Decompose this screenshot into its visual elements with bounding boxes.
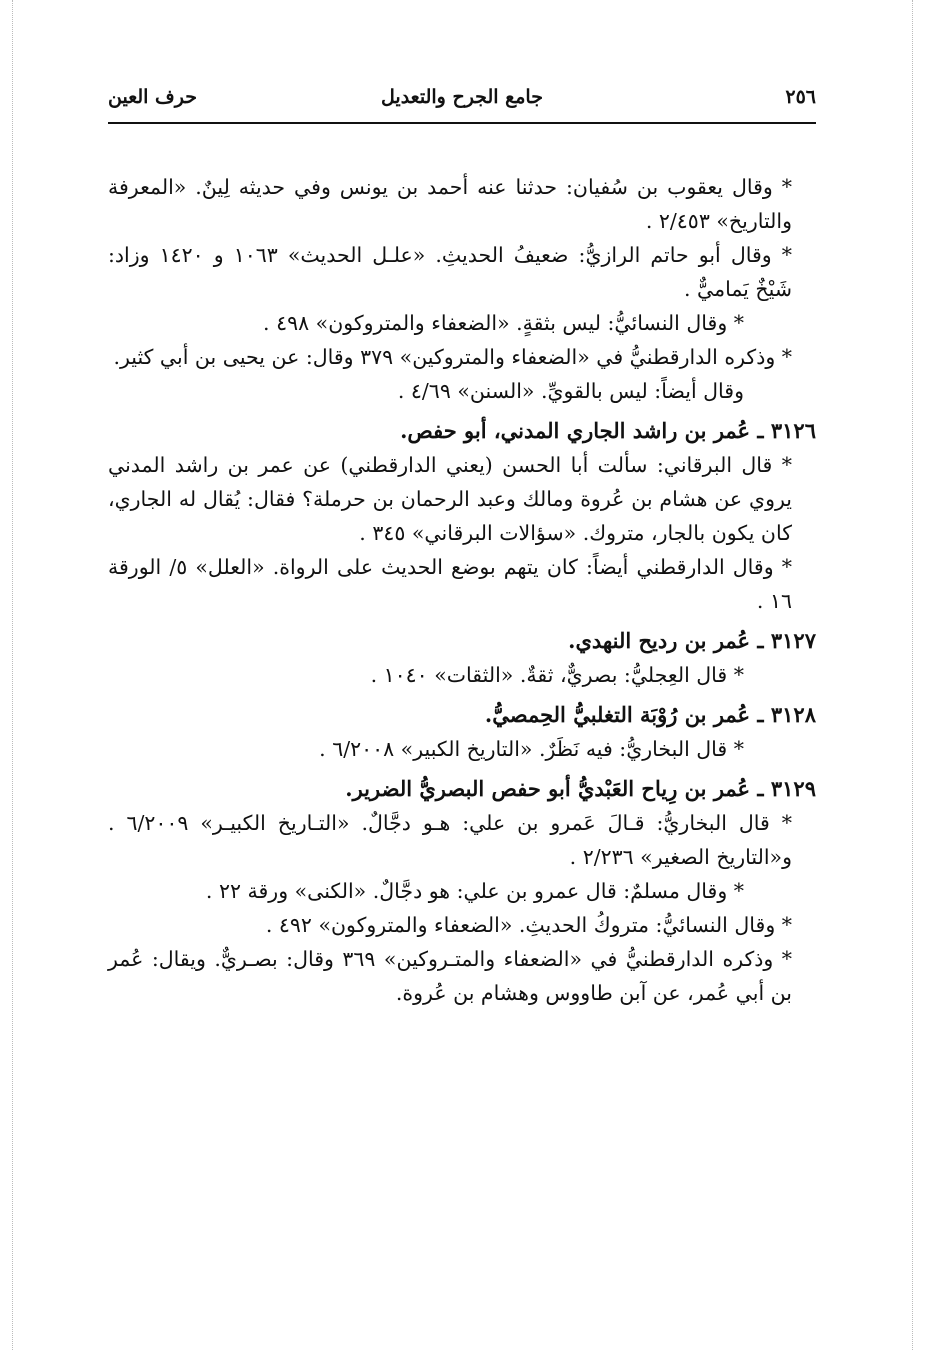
entry-number: ٣١٢٦ ـ (757, 418, 816, 443)
main-text (108, 170, 816, 1010)
entry-name: عُمر بن رُوْبَة التغلبيُّ الحِمصيُّ. (484, 702, 758, 727)
entry-name: عُمر بن رِياح العَبْديُّ أبو حفص البصريُّ الضرير. (345, 776, 758, 801)
entry-name: عُمر بن رديح النهدي. (568, 628, 758, 653)
quote-paragraph: * وقال النسائيُّ: متروكُ الحديثِ. «الضعفاء والمتروكون» ٤٩٢ . (265, 913, 792, 937)
section-title: حرف العين (108, 86, 197, 108)
quote-paragraph: * قال البخاريُّ: فيه نَظَرٌ. «التاريخ الكبير» ٦/٢٠٠٨ . (319, 737, 744, 761)
quote-paragraph: * قال البخاريُّ: قـالَ عَمرو بن علي: هـو دجَّالٌ. «التـاريخ الكبيـر» ٦/٢٠٠٩ . و«التاريخ الصغير» ٢/٢٣٦ . (108, 811, 792, 869)
running-title: جامع الجرح والتعديل (381, 86, 543, 108)
entry-title (108, 698, 816, 732)
margin-dots-right (912, 0, 913, 1350)
page-number: ٢٥٦ (785, 86, 816, 108)
margin-dots-left (12, 0, 13, 1350)
entry-number: ٣١٢٩ ـ (757, 776, 816, 801)
entry-title (108, 414, 816, 448)
quote-paragraph: * قال العِجليُّ: بصريٌّ، ثقةٌ. «الثقات» ١٠٤٠ . (370, 663, 744, 687)
quote-paragraph: * قال البرقاني: سألت أبا الحسن (يعني الدارقطني) عن عمر بن راشد المدني يروي عن هشام بن عُروة ومالك وعبد الرحمان بن حرملة؟ فقال: يُقال له الجاري، كان يكون بالجار، متروك. «سؤالات البرقاني» ٣٤٥ . (108, 453, 792, 545)
quote-paragraph: * وقال يعقوب بن سُفيان: حدثنا عنه أحمد بن يونس وفي حديثه لِينٌ. «المعرفة والتاريخ» ٢/٤٥٣ . (108, 175, 792, 233)
entry-title (108, 624, 816, 658)
quote-paragraph: * وذكره الدارقطنيُّ في «الضعفاء والمتروكين» ٣٧٩ وقال: عن يحيى بن أبي كثير. (113, 345, 792, 369)
quote-paragraph: * وقال أبو حاتم الرازيُّ: ضعيفُ الحديثِ. «علـل الحديث» ١٠٦٣ و ١٤٢٠ وزاد: شَيْخٌ يَماميٌّ . (108, 243, 792, 301)
header-rule (108, 122, 816, 124)
entry-number: ٣١٢٨ ـ (757, 702, 816, 727)
quote-paragraph: * وذكره الدارقطنيُّ في «الضعفاء والمتـروكين» ٣٦٩ وقال: بصـريٌّ. ويقال: عُمر بن أبي عُمر، عن آبن طاووس وهشام بن عُروة. (108, 947, 793, 1005)
quote-paragraph: * وقال النسائيُّ: ليس بثقةٍ. «الضعفاء والمتروكون» ٤٩٨ . (263, 311, 744, 335)
quote-paragraph: وقال أيضاً: ليس بالقويِّ. «السنن» ٤/٦٩ . (397, 379, 744, 403)
entry-title (108, 772, 816, 806)
quote-paragraph: * وقال مسلمٌ: قال عمرو بن علي: هو دجَّالٌ. «الكنى» ورقة ٢٢ . (205, 879, 744, 903)
quote-paragraph: * وقال الدارقطني أيضاً: كان يتهم بوضع الحديث على الرواة. «العلل» ٥/ الورقة ١٦ . (108, 555, 792, 613)
entry-number: ٣١٢٧ ـ (757, 628, 816, 653)
page-header (108, 80, 816, 120)
entry-name: عُمر بن راشد الجاري المدني، أبو حفص. (400, 418, 758, 443)
